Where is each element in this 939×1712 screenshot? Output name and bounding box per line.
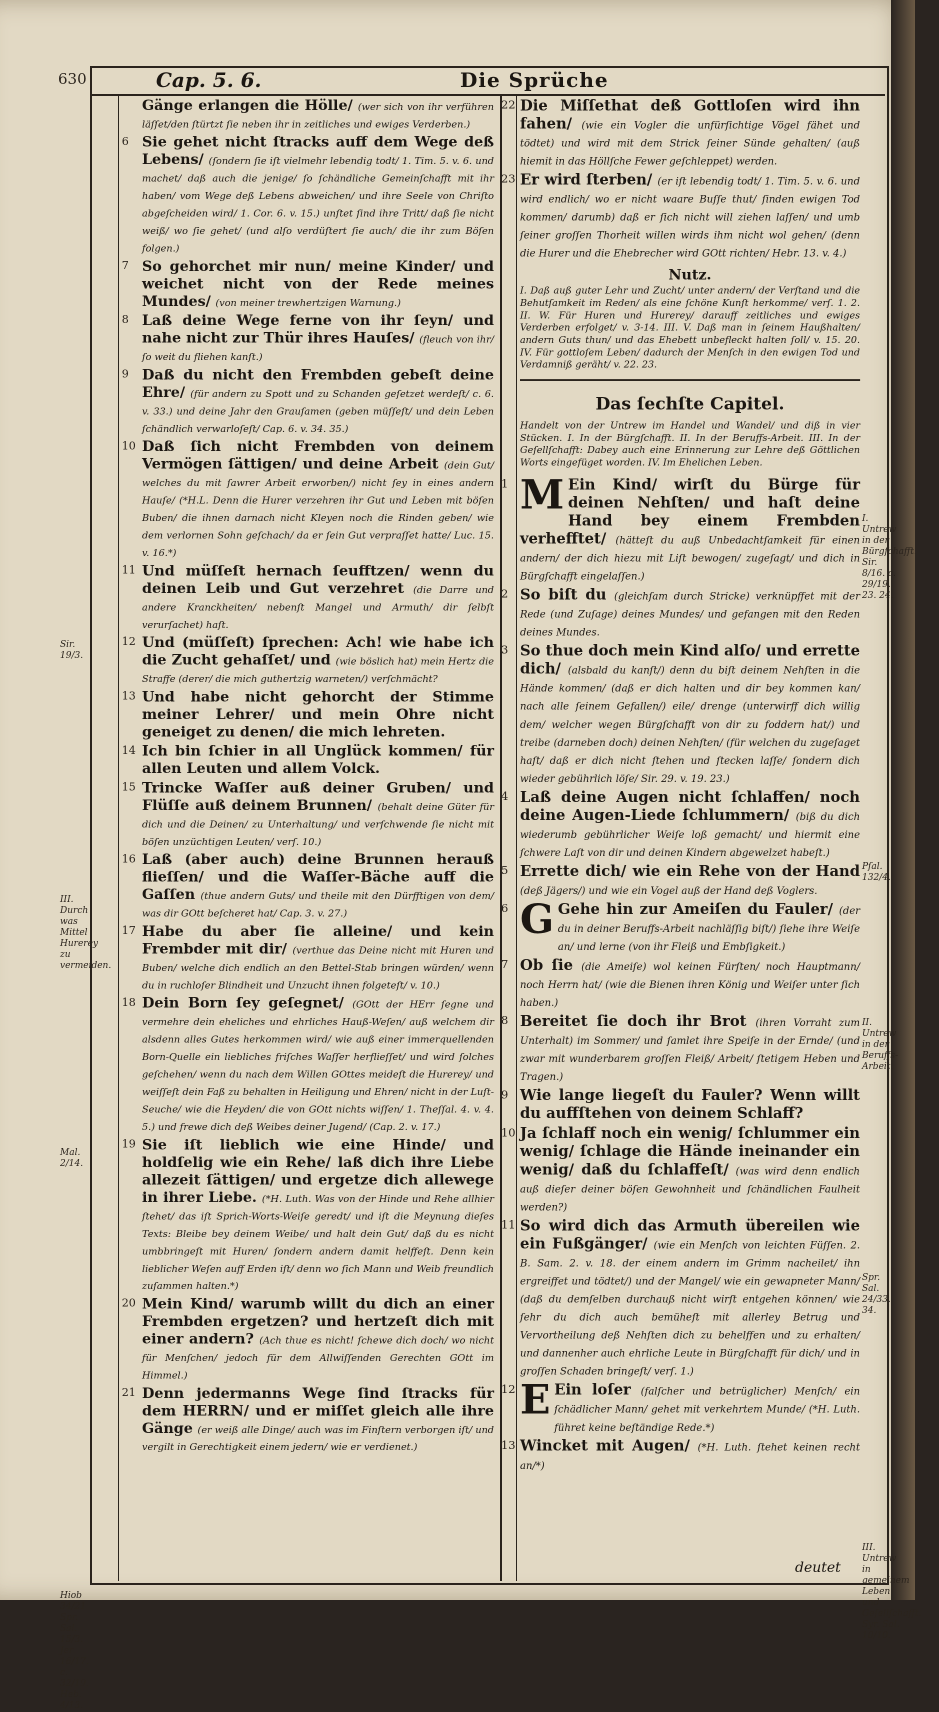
verse-text: Errette dich/ wie ein Rehe von der Hand: [520, 861, 860, 880]
verse-gloss: (von meiner trewhertzigen Warnung.): [215, 297, 401, 309]
verse-number: 15: [121, 780, 136, 794]
margin-reference: Mal. 2/14.: [60, 1148, 84, 1169]
chapter-6-title: Das ſechſte Capitel.: [595, 394, 785, 415]
verse-text: So biſt du: [520, 585, 607, 604]
nutz-body: I. Daß auß guter Lehr und Zucht/ unter andern/ der Verſtand und die Behutſamkeit im Reden/ als eine ſchöne Kunſt herkomme/ verſ. 1. 2. II. W. Für Huren und Hurerey/ darauff zeitliches und ewiges Verderben erfolget/ v. 3-14. III. V. Daß man in ſeinem Haußhalten/ andern Guts thun/ und das Ehebett unbefleckt halten ſoll/ v. 15. 20. IV. Für gottloſem Leben/ dadurch der Menſch in den ewigen Tod und Verdamniß geräht/ v. 22. 23.: [520, 286, 860, 371]
verse: [121, 741, 494, 777]
verse: [121, 437, 494, 559]
verse-gloss: (*H. Luth. Was von der Hinde und Rehe allhier ſtehet/ das iſt Sprich-Worts-Weiſe geredt/ und iſt die Meynung dieſes Texts: Bleibe bey deinem Weibe/ und halt dein Gut/ daß du es nicht umbbringeſt mit Huren/ ſondern andern damit helffeſt. Denn kein lieblicher Weſen auff Erden iſt/ denn wo ſich Mann und Weib freundlich zuſammen halten.*): [142, 1193, 494, 1292]
verse-number: 3: [501, 643, 509, 657]
verse-text: Gehe hin zur Ameiſen du Fauler/: [557, 899, 833, 918]
verse-gloss: (verthue das Deine nicht mit Huren und Buben/ welche dich endlich an den Bettel-Stab bringen würden/ wenn du in ruchloſer Blindheit und Unzucht ihnen folgeteſt/ v. 10.): [142, 945, 494, 992]
margin-reference: Pſal. 132/4.: [862, 862, 891, 883]
verse-number: 5: [501, 863, 509, 877]
verse-gloss: (Ach thue es nicht! ſchewe dich doch/ wo nicht für Menſchen/ jedoch für dem Allwiſſenden Gerechten GOtt im Himmel.): [142, 1335, 494, 1382]
verse: [121, 922, 494, 992]
verse-number: 11: [121, 563, 136, 577]
verse-text: Sie iſt lieblich wie eine Hinde/ und holdſelig wie ein Rehe/ laß dich ihre Liebe allezeit ſättigen/ und ergetze dich allewege in ihrer Liebe.: [142, 1135, 494, 1206]
verse-number: 7: [501, 957, 509, 971]
verse: [121, 1294, 494, 1382]
verse-number: 21: [121, 1385, 136, 1399]
verse: [501, 1085, 860, 1122]
verse-number: 12: [121, 635, 136, 648]
verse-gloss: (die Darre und andere Kranckheiten/ nebenſt Mangel und Armuth/ dir ſelbſt verurſachet) haſt.: [142, 584, 494, 631]
verse-text: So wird dich das Armuth übereilen wie ein Fußgänger/: [520, 1216, 860, 1253]
verse-text: So thue doch mein Kind alſo/ und errette dich/: [520, 641, 860, 678]
verse-text: Mein Kind/ warumb willt du dich an einer Frembden ergetzen? und hertzeſt dich mit einer andern?: [142, 1294, 494, 1348]
verse-number: 13: [121, 689, 136, 703]
verse-number: 10: [501, 1125, 516, 1140]
verse: [121, 687, 494, 740]
verse-gloss: (gleichſam durch Stricke) verknüpffet mit der Rede (und Zuſage) deines Mundes/ und gefangen mit den Reden deines Mundes.: [520, 590, 860, 639]
verse-text: Laß deine Wege ferne von ihr ſeyn/ und nahe nicht zur Thür ihres Hauſes/: [142, 311, 494, 347]
verse-gloss: (falſcher und betrüglicher) Menſch/ ein ſchädlicher Mann/ gehet mit verkehrtem Munde/ (*H. Luth. führet keine beſtändige Rede.*): [554, 1386, 861, 1434]
verse-text: Ein Kind/ wirſt du Bürge für deinen Nehſten/ und haſt deine Hand bey einem Frembden verhefftet/: [520, 475, 860, 548]
verse-number: 1: [501, 476, 509, 491]
margin-reference: II. Untrew in der Beruffs-Arbeit.: [862, 1018, 899, 1072]
verse-text: Ja ſchlaff noch ein wenig/ ſchlummer ein wenig/ ſchlage die Hände ineinander ein wenig/ daß du ſchlaffeſt/: [520, 1123, 860, 1179]
verse-gloss: (wer sich von ihr verführen läſſet/den ſtürtzt ſie neben ihr in zeitliches und ewiges Verderben.): [142, 101, 494, 131]
verse: [501, 471, 860, 583]
verse-gloss: (für andern zu Spott und zu Schanden geſetzet werdeſt/ c. 6. v. 33.) und deine Jahr den Grauſamen (geben müſſeſt/ und dein Leben ſchändlich verwarloſeſt/ Cap. 6. v. 34. 35.): [142, 388, 495, 435]
verse-text: Ein loſer: [554, 1380, 631, 1399]
verse-gloss: (ſondern ſie iſt vielmehr lebendig todt/ 1. Tim. 5. v. 6. und machet/ daß auch die jenige/ ſo ſchändliche Gemeinſchafft mit ihr haben/ vom Wege deß Lebens abweichen/ und ihre Seele von Chriſto abgeſcheiden wird/ 1. Cor. 6. v. 15.) unſtet ſind ihre Tritt/ daß ſie nicht weiß/ wo ſie gehet/ (und alſo verdüſtert ſie auch/ die ihr zum Böſen folgen.): [142, 155, 494, 255]
verse: [501, 1376, 861, 1434]
right-top-verses: [501, 96, 860, 260]
verse-number: 16: [121, 852, 136, 866]
verse-number: 17: [121, 924, 136, 937]
verse-gloss: (biß du dich wiederumb gebührlicher Weiſe loß gemacht/ und hiermit eine ſchwere Laſt von dir und deinen Kindern abgewelzet habeſt.): [520, 811, 860, 859]
verse-text: Daß ſich nicht Frembden von deinem Vermögen ſättigen/ und deine Arbeit: [142, 437, 494, 473]
verse-number: 12: [501, 1382, 516, 1396]
verse-gloss: (wie böslich hat) mein Hertz die Straffe (derer/ die mich guthertzig warneten/) verſchmächt?: [142, 656, 494, 685]
page-number: 630: [58, 70, 87, 88]
verse-text: Laß deine Augen nicht ſchlaffen/ noch deine Augen-Liede ſchlummern/: [520, 787, 860, 824]
verse-gloss: (alsbald du kanſt/) denn du biſt deinem Nehſten in die Hände kommen/ (daß er dich halten und dir bey kommen kan/ nach alle ſeinem Gefallen/) eile/ drenge (unterwirff dich willig dem/ welcher wegen Bürgſchafft von dir zu foddern hat/) und treibe (darneben doch) deinen Nehſten/ (für welchen du zugeſaget haſt/ daß er dich nicht ſtehen und ſtecken laſſe/ ſondern dich wieder gebührlich löſe/ Sir. 29. v. 19. 23.): [520, 665, 861, 785]
verse-number: 9: [121, 367, 129, 381]
page-edge-shadow: [891, 0, 915, 1600]
verse: [501, 895, 860, 954]
verse: [121, 132, 494, 255]
verse-number: 4: [501, 789, 509, 803]
verse-gloss: (GOtt der HErr ſegne und vermehre dein eheliches und ehrliches Hauß-Weſen/ auß welchem dir alsdenn alles Gutes herkommen wird/ wie auß einer immerquellenden Born-Quelle ein liebliches friſches Waſſer herflieſſet/ und wird ſolches geſchehen/ wenn du nach dem Willen GOttes meideſt die Hurerey/ und weiſſeſt dein Faß zu behalten in Heiligung und Ehren/ nicht in der Luſt-Seuche/ wie die Heyden/ die von GOtt nichts wiſſen/ 1. Theſſal. 4. v. 4. 5.) und frewe dich deß Weibes deiner Jugend/ (Cap. 2. v. 17.): [142, 999, 494, 1133]
verse: [501, 1123, 860, 1214]
section-separator: [520, 379, 860, 381]
margin-reference: Hiob 34/21 Spr. Sal. 15/3. Jer 16/17. c. 32/19. Heb. 4/13.: [60, 1591, 89, 1711]
verse-text: Bereitet ſie doch ihr Brot: [520, 1011, 747, 1030]
verse-number: 19: [121, 1137, 136, 1151]
right-column: [501, 96, 861, 1474]
verse-gloss: (thue andern Guts/ und theile mit den Dürfftigen von dem/ was dir GOtt beſcheret hat/ Cap. 3. v. 27.): [142, 890, 494, 920]
verse-number: 8: [121, 313, 129, 326]
verse: [121, 311, 494, 363]
verse: [501, 787, 860, 860]
verse-text: Trincke Waſſer auß deiner Gruben/ und Flüſſe auß deinem Brunnen/: [142, 778, 494, 814]
margin-reference: Spr. Sal. 24/33. 34.: [862, 1273, 891, 1316]
verse-gloss: (wie ein Menſch von leichten Füſſen. 2. B. Sam. 2. v. 18. der einem andern im Grimm nacheilet/ ihn ergreiffet und tödtet/) und der Mangel/ wie ein gewapneter Mann/ (daß du demſelben durchauß nicht wirſt entgehen können/ wie ſehr du dich auch bemüheſt mit allerley Betrug und Vervortheilung deß Nehſten dich zu behelffen und zu erhalten/ und dannenher auch ehrliche Leute in Bürgſchafft für dich/ und in groſſen Schaden bringeſt/ verſ. 1.): [520, 1239, 861, 1378]
verse: [501, 641, 861, 785]
verse-gloss: (ihren Vorraht zum Unterhalt) im Sommer/ und ſamlet ihre Speiſe in der Ernde/ (und zwar mit wunderbarem groſſen Fleiß/ Arbeit/ ſtetigem Heben und Tragen.): [520, 1017, 860, 1084]
verse-gloss: (was wird denn endlich auß dieſer deiner böſen Gewohnheit und ſchändlichen Faulheit werden?): [520, 1165, 860, 1214]
verse-gloss: (deß Jägers/) und wie ein Vogel auß der Hand deß Voglers.: [520, 885, 818, 897]
verse-number: 8: [501, 1013, 509, 1027]
verse-text: Gänge erlangen die Hölle/: [142, 96, 353, 114]
verse-gloss: (er weiß alle Dinge/ auch was im Finſtern verborgen iſt/ und vergilt in Gerechtigkeit einem jedern/ wie er verdienet.): [142, 1424, 495, 1453]
verse: [121, 365, 495, 436]
nutz-heading: Nutz.: [668, 266, 712, 284]
verse-number: 18: [121, 995, 136, 1009]
verse-number: 7: [121, 258, 129, 272]
verse-gloss: (wie ein Vogler die unfürſichtige Vögel fähet und tödtet) und wird mit dem Strick ſeiner Sünde gehalten/ (auß hiemit in das Höllſche Fewer geſchleppet) werden.: [520, 119, 860, 168]
verse-gloss: (*H. Luth. ſtehet keinen recht an/*): [520, 1442, 860, 1472]
verse-text: Denn jedermanns Wege ſind ſtracks für dem HERRN/ und er miſſet gleich alle ihre Gänge: [142, 1384, 494, 1437]
verse-text: Daß du nicht den Frembden gebeſt deine Ehre/: [142, 365, 494, 401]
verse-text: Ob ſie: [520, 955, 573, 974]
verse-number: 6: [121, 134, 129, 148]
left-verse-number-rule: [118, 96, 119, 1581]
verse-text: Wincket mit Augen/: [520, 1436, 690, 1455]
verse-text: Wie lange liegeſt du Fauler? Wenn willt du auffſtehen von deinem Schlaff?: [520, 1085, 860, 1122]
margin-reference: I. Untrew in der Bürgſchafft. Sir. 8/16. c. 29/19. 23. 24.: [862, 514, 917, 601]
verse-text: Ich bin ſchier in all Unglück kommen/ für allen Leuten und allem Volck.: [142, 741, 494, 777]
verse: [121, 1384, 495, 1454]
column-divider: [500, 96, 502, 1581]
verse-text: Er wird ſterben/: [520, 170, 653, 189]
verse-number: 22: [501, 97, 516, 112]
verse-text: Und (müſſeſt) ſprechen: Ach! wie habe ich die Zucht gehaſſet/ und: [142, 633, 494, 669]
verse: [121, 778, 494, 849]
drop-capital: E: [520, 1376, 551, 1424]
verse: [142, 96, 494, 131]
verse-gloss: (hätteſt du auß Unbedachtſamkeit für einen andern/ der dich hiezu mit Liſt bewogen/ zugeſagt/ und dich in Bürgſchafft eingelaſſen.): [520, 534, 860, 583]
verse: [501, 1216, 861, 1378]
verse-number: 2: [501, 587, 509, 601]
verse: [501, 1011, 860, 1084]
verse-text: Habe du aber ſie alleine/ und kein Frembder mit dir/: [142, 922, 494, 958]
catchword: deutet: [795, 1560, 841, 1576]
verse-text: Laß (aber auch) deine Brunnen herauß flieſſen/ und die Waſſer-Bäche auff die Gaſſen: [142, 850, 494, 903]
verse-gloss: (behalt deine Güter für dich und die Deinen/ zu Unterhaltung/ und verſchwende ſie nicht mit böſen unzüchtigen Leuten/ verſ. 10.): [142, 801, 494, 848]
verse-number: 10: [121, 439, 136, 453]
verse-text: So gehorchet mir nun/ meine Kinder/ und weichet nicht von der Rede meines Mundes/: [142, 257, 494, 310]
verse: [121, 850, 494, 920]
verse-gloss: (die Ameiſe) wol keinen Fürſten/ noch Hauptmann/ noch Herrn hat/ (wie die Bienen ihren König und Weiſer unter ſich haben.): [520, 961, 860, 1009]
verse-text: Dein Born ſey geſegnet/: [142, 993, 344, 1012]
left-column: [121, 96, 495, 1456]
verse: [501, 861, 860, 898]
verse: [501, 955, 860, 1010]
verse-gloss: (der du in deiner Beruffs-Arbeit nachläſſig biſt/) ſiehe ihre Weiſe an/ und lerne (von ihr Fleiß und Embſigkeit.): [557, 905, 860, 953]
verse-number: 11: [501, 1217, 516, 1232]
verse-number: 14: [121, 743, 136, 757]
verse-number: 20: [121, 1296, 136, 1310]
verse: [501, 170, 860, 260]
right-verse-number-rule: [516, 96, 517, 1581]
verse-number: 9: [501, 1087, 509, 1102]
chapter-header: Cap. 5. 6.: [156, 68, 262, 92]
verse-text: Die Miſſethat deß Gottloſen wird ihn fahen/: [520, 96, 860, 133]
verse-gloss: (dein Gut/ welches du mit ſawrer Arbeit erworben/) nicht ſey in eines andern Hauſe/ (*H.L. Denn die Hurer verzehren ihr Gut und Leben mit böſen Buben/ die ihnen darnach nicht Kleyen noch die Rinden geben/ wie dem verlornen Sohn geſchach/ da er ſein Gut verpraſſet hatte/ Luc. 15. v. 16.*): [142, 460, 494, 559]
drop-capital: M: [520, 471, 565, 518]
margin-reference: Sir. 19/3.: [60, 640, 84, 661]
chapter-6-verses: [501, 471, 861, 1472]
verse-gloss: (er iſt lebendig todt/ 1. Tim. 5. v. 6. und wird endlich/ wo er nicht waare Buſſe thut/ ſinden ewigen Tod kommen/ darumb) daß er ſich nicht will ziehen laſſen/ und umb ſeiner groſſen Thorheit willen wirds ihm nicht wol gehen/ (denn die Hurer und die Ehebrecher wird GOtt richten/ Hebr. 13. v. 4.): [520, 175, 860, 260]
verse-text: Und habe nicht gehorcht der Stimme meiner Lehrer/ und mein Ohre nicht geneiget zu denen/ die mich lehreten.: [142, 687, 494, 740]
verse: [121, 257, 494, 310]
verse: [501, 585, 860, 639]
drop-capital: G: [520, 895, 555, 943]
verse-number: 6: [501, 901, 509, 915]
verse-text: Und müſſeſt hernach ſeufftzen/ wenn du deinen Leib und Gut verzehret: [142, 561, 494, 597]
verse: [121, 1135, 494, 1293]
margin-reference: III. Durch was Mittel Hurerey zu vermeiden.: [60, 895, 112, 971]
verse: [121, 993, 494, 1134]
verse: [121, 561, 494, 632]
verse: [121, 633, 494, 685]
verse: [501, 96, 860, 168]
book-title: Die Sprüche: [460, 68, 609, 92]
verse-text: Sie gehet nicht ſtracks auff dem Wege deß Lebens/: [142, 132, 494, 168]
margin-reference: III. Untrew in gemeinem Leben und Geſellſchafft. Syr. Sal. 10/10.: [862, 1543, 922, 1641]
chapter-6-summary: Handelt von der Untrew im Handel und Wandel/ und diß in vier Stücken. I. In der Bürgſchafft. II. In der Beruffs-Arbeit. III. In der Geſellſchafft: Dabey auch eine Erinnerung zur Lehre deß Göttlichen Worts eingefüget worden. IV. Im Ehelichen Leben.: [520, 420, 860, 469]
verse-number: 23: [501, 172, 516, 186]
verse: [501, 1436, 860, 1472]
verse-gloss: (fleuch von ihr/ ſo weit du fliehen kanſt.): [142, 334, 494, 363]
verse-number: 13: [501, 1438, 516, 1452]
